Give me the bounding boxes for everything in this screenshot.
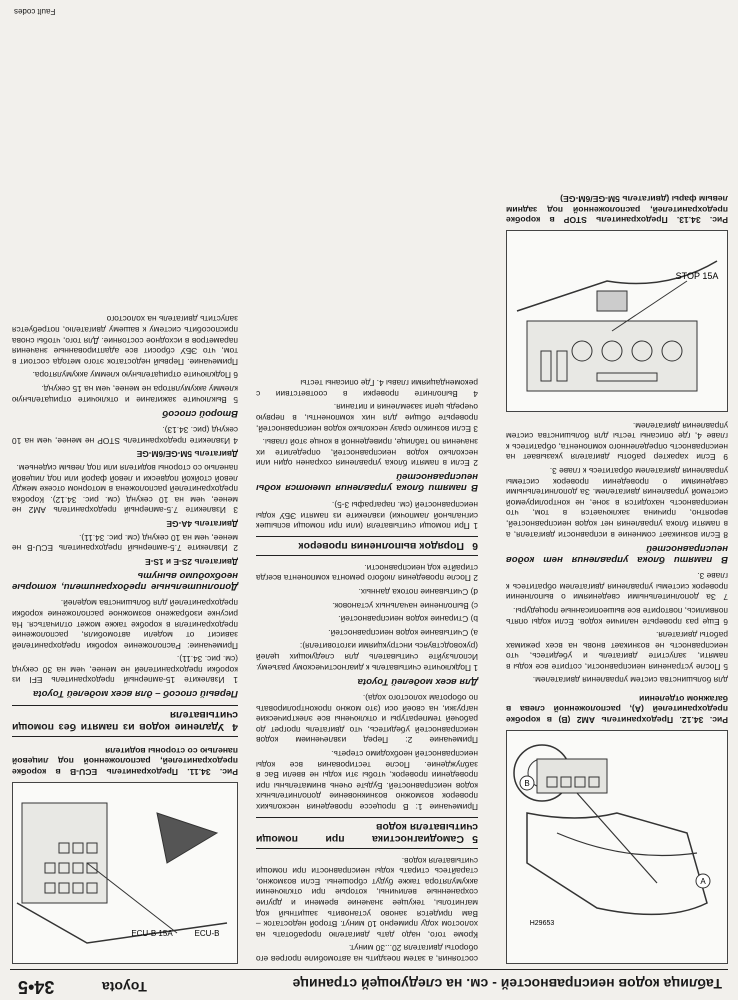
- section-4-heading: [12, 706, 238, 738]
- fig-label-stop: STOP 15A: [675, 271, 719, 282]
- fig-label-b: B: [524, 779, 530, 788]
- paragraph: 3 Извлеките 7.5-амперный предохранитель AM2 не менее, чем на 10 секунд (см. рис. 34.12). Коробка предохранителей расположена в моторном отсеке между левой стойкой подвески и левой фарой или под лицевой панелью со стороны водителя или под левым сиденьем.: [12, 463, 238, 516]
- subheading: В памяти блока управления имеются коды неисправностей: [256, 471, 478, 494]
- paragraph: 5 После устранения неисправности, сотрите все коды в памяти, запустите двигатель и убедитесь, что неисправность не возникает вновь на всех режимах работы двигателя.: [506, 630, 728, 672]
- paragraph: 1 Извлеките 15-амперный предохранитель EFI из коробки предохранителей не менее, чем на 30 секунд (см. рис. 34.11).: [12, 654, 238, 686]
- paragraph: состояния, а затем поездить на автомобиле прогрев его обороты двигателя 20...30 минут.: [256, 943, 478, 964]
- subheading: Второй способ: [162, 407, 238, 419]
- paragraph: 4 Извлеките предохранитель STOP не менее, чем на 10 секунд (рис. 34.13).: [12, 425, 238, 446]
- paragraph: 4 Выполните проверки в соответствии с рекомендациями главы 4. Где описаны тесты: [256, 378, 478, 399]
- list-item: c) Выполнение начальных установок.: [332, 600, 478, 611]
- paragraph: Кроме того, надо дать двигателю проработать на холостом ходу примерно 10 минут. Второй недостаток – Вам придется заново установить защитный код магнитолы, текущее значение времени и другие сохраненные величины, которые при отключении аккумулятора также будут сброшены. Если возможно, старайтесь стирать коды неисправности при помощи считывателя кодов.: [256, 855, 478, 940]
- make-title: Toyota: [102, 979, 147, 995]
- subheading: Для всех моделей Toyota: [357, 675, 478, 687]
- paragraph: Примечание. Первый недостаток этого метода состоит в том, что ЭБУ сбросит все адаптированные значения параметров в исходное состояние. Для того, чтобы снова приспособить систему к вашему двигателю, потребуется запустить двигатель на холостого: [12, 314, 238, 367]
- section-title: Удаление кодов из памяти без помощи считывателя: [12, 709, 238, 734]
- section-6-heading: [256, 536, 478, 556]
- caption-34-12: Рис. 34.12. Предохранитель AM2 (B) в коробке предохранителей (A), расположенной слева в багажном отделении: [506, 694, 728, 725]
- list-item: a) Считывание кодов неисправностей.: [328, 627, 478, 638]
- engine-label: Двигатель 2S-E и 1S-E: [144, 556, 238, 567]
- list-item: d) Считывание потока данных.: [358, 586, 478, 597]
- paragraph: 5 Выключите зажигание и отключите отрицательную клемму аккумулятора не менее, чем на 15 секунд.: [12, 384, 238, 405]
- fig-label-a: A: [700, 877, 706, 886]
- dash-fusebox-drawing: [13, 783, 237, 963]
- paragraph: 2 После проведения любого ремонта компонента всегда стирайте код неисправности.: [256, 562, 478, 584]
- caption-34-11: Рис. 34.11. Предохранитель ECU-B в коробке предохранителей, расположенной под лицевой панелью со стороны водителя: [12, 746, 238, 777]
- column-middle: [256, 375, 478, 964]
- subheading: Дополнительные предохранители, которые необходимо вынуть: [12, 569, 238, 592]
- section-number: 6: [472, 540, 478, 553]
- paragraph: 6 Подключите отрицательную клемму аккумулятора.: [32, 370, 238, 381]
- page-header: [10, 969, 728, 998]
- list-item: b) Стирание кодов неисправностей.: [338, 614, 478, 625]
- fig-code: H29653: [529, 920, 555, 927]
- subheading: В памяти блока управления нет кодов неисправностей: [506, 542, 728, 565]
- paragraph: 2 Если в памяти блока управления сохранен один или несколько кодов неисправностей, определите их значения по таблице, приведенной в конце этой главы.: [256, 437, 478, 469]
- continued-note: Таблица кодов неисправностей - см. на следующей странице: [292, 976, 722, 992]
- boot-fusebox-drawing: [507, 731, 727, 963]
- stop-fuse-drawing: [507, 231, 727, 411]
- column-right: [506, 186, 728, 964]
- paragraph: 9 Если характер работы двигателя указывает на неисправность определенного компонента, обратитесь к главе 4, где описаны тесты для большинства систем управления двигателем.: [506, 420, 728, 463]
- column-left: [12, 311, 238, 964]
- paragraph: 6 Еще раз проверьте наличие кодов. Если коды опять появились, повторите все вышеописанные процедуры.: [506, 605, 728, 627]
- paragraph: 1 Подключите считыватель к диагностическому разъему. Используйте считыватель для следующих целей (руководствуясь инструкциями изготовителя):: [256, 641, 478, 673]
- paragraph: 1 При помощи считывателя (или при помощи вспышек сигнальной лампочки) извлеките из памяти ЭБУ коды неисправностей (см. параграфы 3-5).: [256, 500, 478, 532]
- section-number: 5: [472, 833, 478, 846]
- paragraph: Примечание 2: Перед извлечением кодов неисправностей убедитесь, что двигатель прогрет до рабочей температуры и отключены все электрические нагрузки, на своей оси (это можно проконтролировать по оборотам холостого хода).: [256, 693, 478, 746]
- figure-34-13: [506, 230, 728, 412]
- fig-label-ecub15a: ECU-B 15A: [131, 929, 173, 938]
- footer-tag: Fault codes: [14, 7, 56, 16]
- paragraph: Примечание: Расположение коробки предохранителей зависит от модели автомобиля, расположение предохранителя в коробке также может отличаться. На рисунке изображено возможное расположение коробки предохранителей для большинства моделей.: [12, 598, 238, 651]
- engine-label: Двигатель 4A-GE: [166, 518, 238, 529]
- paragraph: 2 Извлеките 7.5-амперный предохранитель ECU-B не менее, чем на 10 секунд (см. рис. 34.11).: [12, 532, 238, 554]
- section-5-heading: [256, 817, 478, 849]
- paragraph: для большинства систем управления двигателем.: [532, 675, 728, 686]
- paragraph: 3 Если возникло сразу несколько кодов неисправностей, проверьте общие для них компоненты, в первую очередь цепи заземления и питания.: [256, 402, 478, 434]
- engine-label: Двигатель 5M-GE/6M-GE: [136, 449, 238, 460]
- figure-34-12: [506, 730, 728, 964]
- paragraph: 8 Если возникает сомнение в исправности двигателя, а в памяти блока управления нет кодов неисправностей, вероятно, причина заключается в том, что неисправность находится в зоне, не контролируемой системой управления двигателем. За дополнительными сведениями о проведении проверок системы управления двигателем обратитесь к главе 3.: [506, 466, 728, 540]
- section-number: 34•5: [18, 977, 55, 997]
- paragraph: 7 За дополнительными сведениями о выполнении проверок системы управления двигателем обратитесь к главе 3.: [506, 571, 728, 603]
- figure-34-11: [12, 782, 238, 964]
- section-title: Самодиагностика при помощи считывателя кодов: [256, 821, 478, 846]
- section-number: 4: [232, 721, 238, 734]
- fig-label-ecub: ECU-B: [194, 929, 220, 938]
- paragraph: Примечание 1: В процессе проведения нескольких проверок возможно возникновение дополнительных кодов неисправностей. Будьте очень внимательны при проведении проверок, чтобы эти коды не ввели Вас в заблуждение. После тестирования все коды неисправностей необходимо стереть.: [256, 749, 478, 813]
- caption-34-13: Рис. 34.13. Предохранитель STOP в коробке предохранителей, расположенной под задним левым фары (двигатель 5M-GE/6M-GE): [506, 194, 728, 226]
- section-title: Порядок выполнения проверок: [298, 540, 464, 553]
- subheading: Первый способ – для всех моделей Toyota: [33, 688, 238, 700]
